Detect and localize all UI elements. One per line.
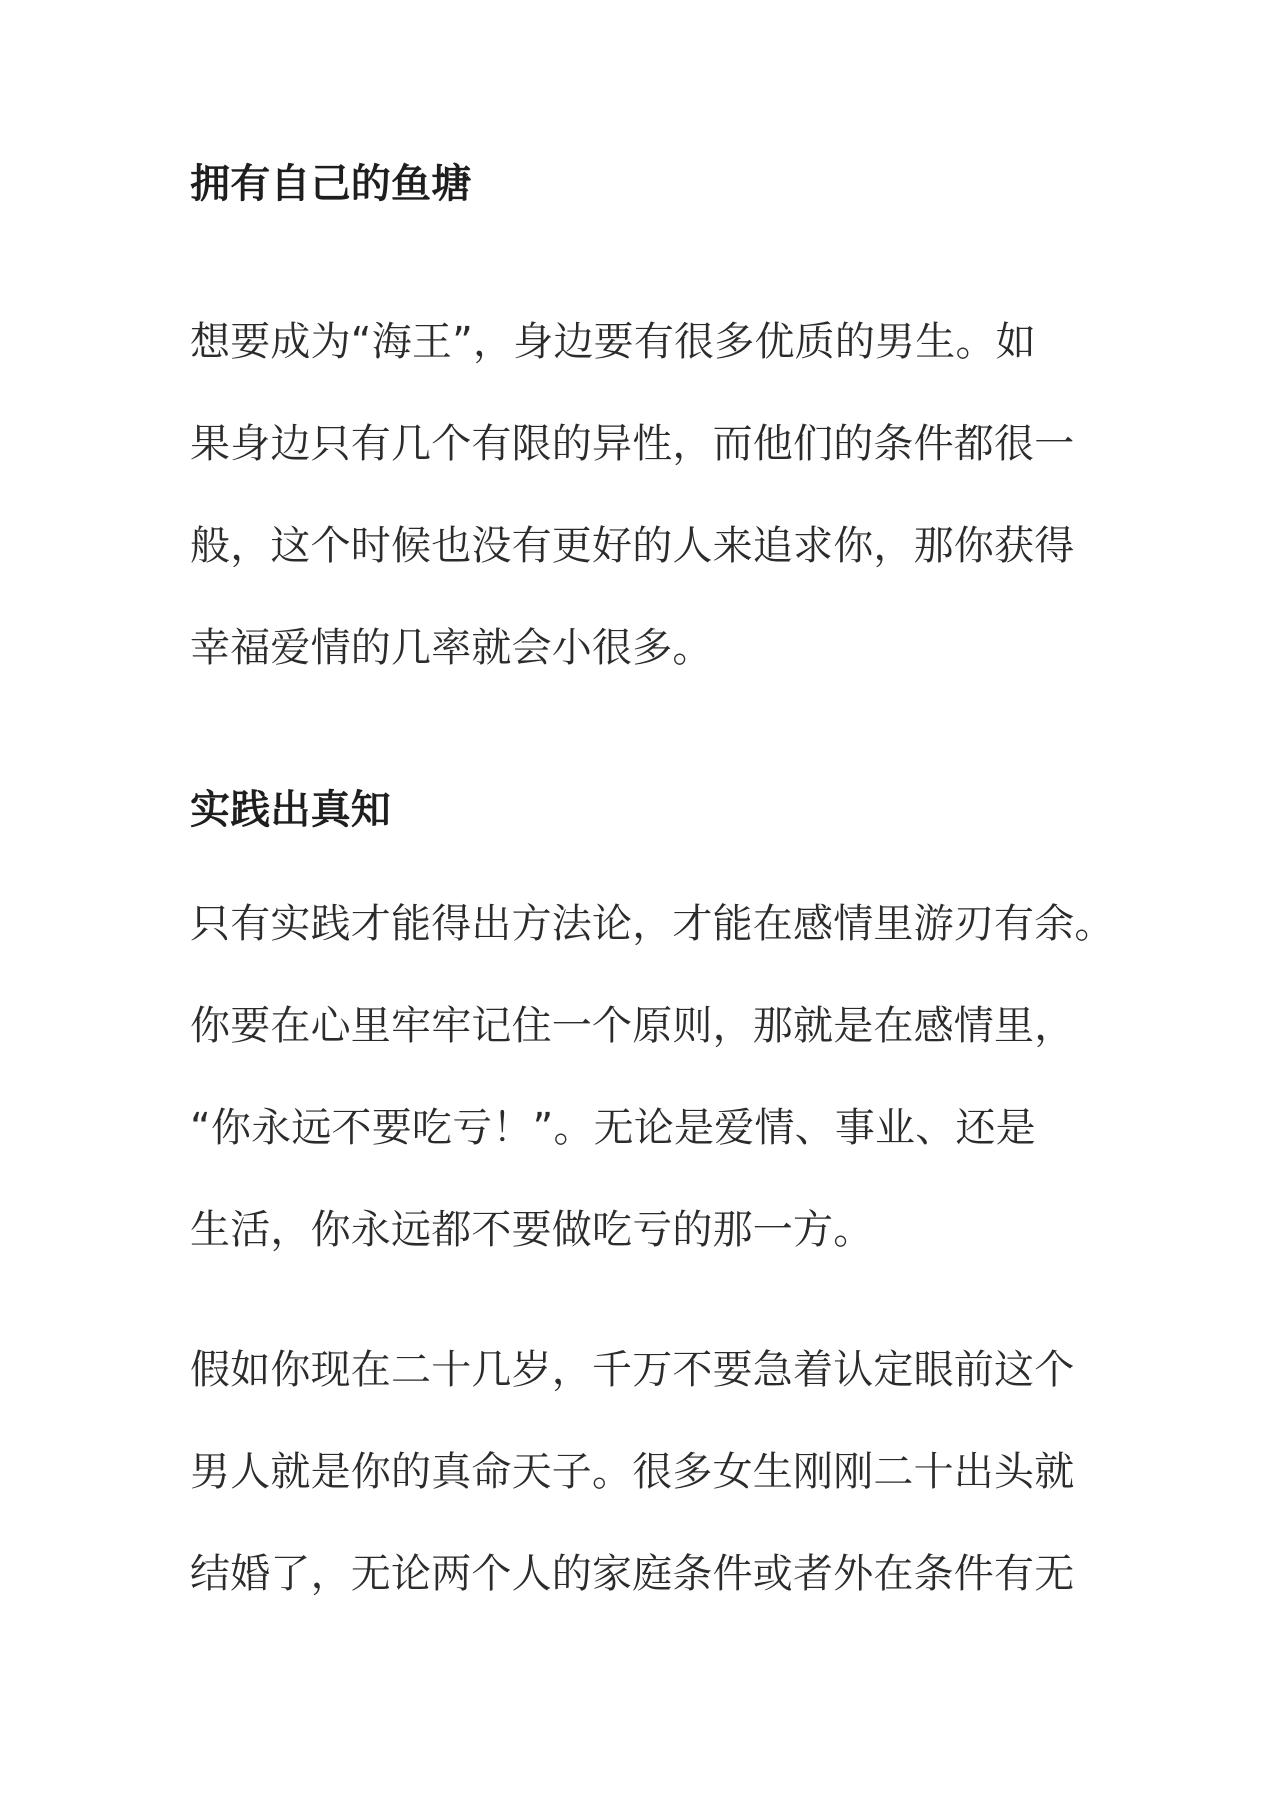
paragraph-line: 结婚了，无论两个人的家庭条件或者外在条件有无 [190,1551,1075,1597]
paragraph-line: 想要成为“海王”，身边要有很多优质的男生。如 [190,319,1036,365]
paragraph-line: 只有实践才能得出方法论，才能在感情里游刃有余。 [190,901,1115,947]
paragraph-line: 生活，你永远都不要做吃亏的那一方。 [190,1207,874,1253]
section-heading: 拥有自己的鱼塘 [190,161,472,207]
paragraph-line: 果身边只有几个有限的异性，而他们的条件都很一 [190,421,1075,467]
paragraph-line: 般，这个时候也没有更好的人来追求你，那你获得 [190,523,1075,569]
paragraph-line: 你要在心里牢牢记住一个原则，那就是在感情里， [190,1003,1075,1049]
paragraph-line: 男人就是你的真命天子。很多女生刚刚二十出头就 [190,1449,1075,1495]
paragraph-line: “你永远不要吃亏！”。无论是爱情、事业、还是 [190,1105,1036,1151]
section-heading: 实践出真知 [190,787,391,833]
paragraph-line: 假如你现在二十几岁，千万不要急着认定眼前这个 [190,1347,1075,1393]
paragraph-line: 幸福爱情的几率就会小很多。 [190,625,713,671]
